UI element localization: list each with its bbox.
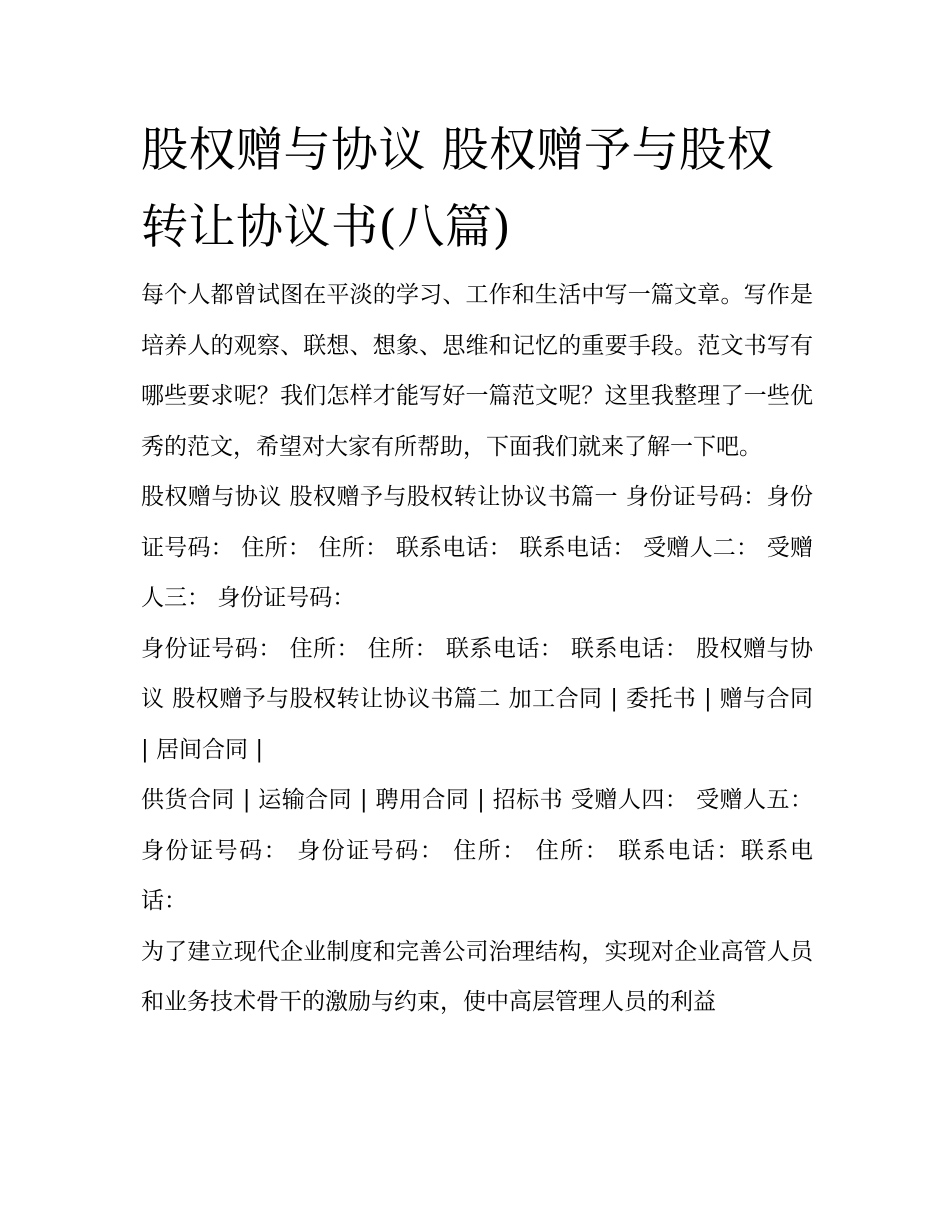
body-paragraph: 供货合同 | 运输合同 | 聘用合同 | 招标书 受赠人四： 受赠人五： 身份证号码： 身份证号码： 住所： 住所： 联系电话：联系电话： [141, 787, 813, 914]
body-paragraph: 身份证号码： 住所： 住所： 联系电话： 联系电话： 股权赠与协议 股权赠予与股权转让协议书篇二 加工合同 | 委托书 | 赠与合同 | 居间合同 | [141, 635, 813, 763]
body-paragraph: 股权赠与协议 股权赠予与股权转让协议书篇一 身份证号码：身份证号码： 住所： 住所： 联系电话： 联系电话： 受赠人二： 受赠人三： 身份证号码： [141, 484, 813, 611]
document-title: 股权赠与协议 股权赠予与股权转让协议书(八篇) [141, 123, 774, 255]
intro-paragraph: 每个人都曾试图在平淡的学习、工作和生活中写一篇文章。写作是培养人的观察、联想、想象、思维和记忆的重要手段。范文书写有哪些要求呢？我们怎样才能写好一篇范文呢？这里我整理了一些优秀的范文，希望对大家有所帮助，下面我们就来了解一下吧。 [141, 282, 813, 460]
document-body [141, 270, 813, 1028]
document-page [141, 112, 813, 1028]
body-paragraph: 为了建立现代企业制度和完善公司治理结构，实现对企业高管人员和业务技术骨干的激励与约束，使中高层管理人员的利益 [141, 938, 813, 1015]
